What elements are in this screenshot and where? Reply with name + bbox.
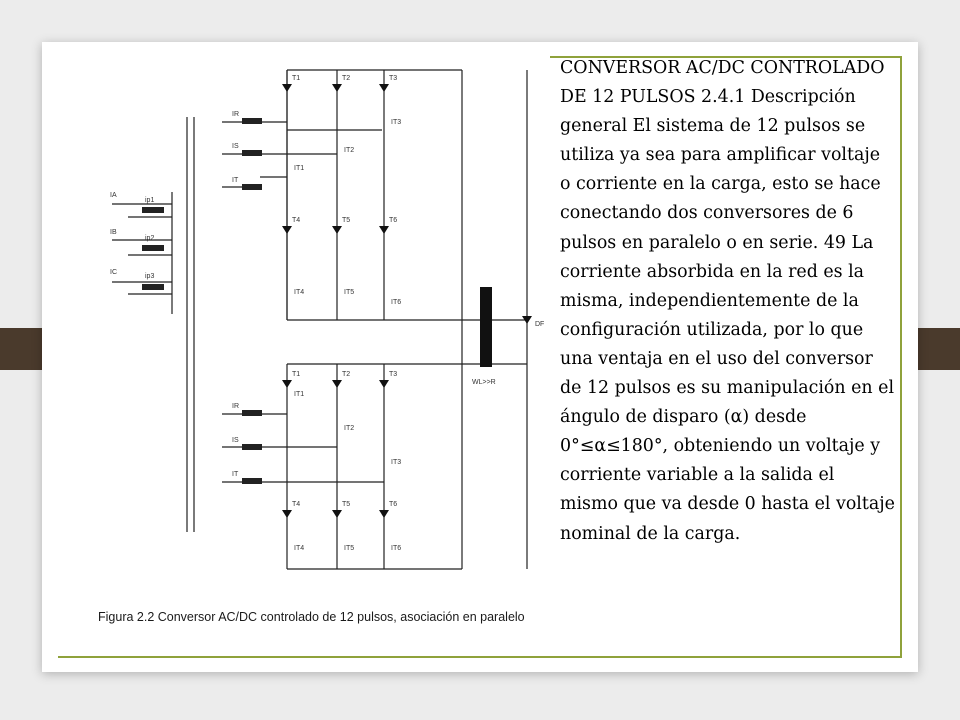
lower-current-it5: IT5: [344, 545, 355, 552]
lower-current-it6: IT6: [391, 545, 402, 552]
input-label-ic: IC: [110, 269, 117, 276]
lower-current-it1: IT1: [294, 391, 305, 398]
lower-secondary-ir: IR: [232, 403, 239, 410]
input-label-ia: IA: [110, 192, 117, 199]
lower-thyristor-t2: T2: [342, 371, 351, 378]
upper-thyristor-t5: T5: [342, 217, 351, 224]
circuit-diagram: [42, 42, 550, 656]
lower-current-it3: IT3: [391, 459, 402, 466]
figure-caption: Figura 2.2 Conversor AC/DC controlado de 12 pulsos, asociación en paralelo: [98, 610, 525, 624]
lower-thyristor-t3: T3: [389, 371, 398, 378]
upper-current-it1: IT1: [294, 165, 305, 172]
primary-label-ip2: ip2: [145, 235, 155, 242]
primary-label-ip1: ip1: [145, 197, 155, 204]
lower-thyristor-t5: T5: [342, 501, 351, 508]
upper-current-it3: IT3: [391, 119, 402, 126]
lower-thyristor-t1: T1: [292, 371, 301, 378]
diode-label: DF: [535, 321, 545, 328]
upper-current-it5: IT5: [344, 289, 355, 296]
upper-thyristor-t1: T1: [292, 75, 301, 82]
upper-thyristor-t3: T3: [389, 75, 398, 82]
lower-current-it2: IT2: [344, 425, 355, 432]
upper-thyristor-t6: T6: [389, 217, 398, 224]
upper-secondary-it: IT: [232, 177, 239, 184]
load-label: WL>>R: [472, 379, 496, 386]
lower-secondary-is: IS: [232, 437, 239, 444]
upper-current-it2: IT2: [344, 147, 355, 154]
circuit-figure: [42, 42, 550, 656]
lower-current-it4: IT4: [294, 545, 305, 552]
lower-thyristor-t4: T4: [292, 501, 301, 508]
input-label-ib: IB: [110, 229, 117, 236]
upper-thyristor-t2: T2: [342, 75, 351, 82]
upper-secondary-is: IS: [232, 143, 239, 150]
upper-thyristor-t4: T4: [292, 217, 301, 224]
primary-label-ip3: ip3: [145, 273, 155, 280]
lower-secondary-it: IT: [232, 471, 239, 478]
upper-current-it6: IT6: [391, 299, 402, 306]
lower-thyristor-t6: T6: [389, 501, 398, 508]
upper-current-it4: IT4: [294, 289, 305, 296]
description-text: CONVERSOR AC/DC CONTROLADO DE 12 PULSOS 2.4.1 Descripción general El sistema de 12 pulsos se utiliza ya sea para amplificar voltaje o corriente en la carga, esto se hace conectando dos conversores de 6 pulsos en paralelo o en serie. 49 La corriente absorbida en la red es la misma, independientemente de la configuración utilizada, por lo que una ventaja en el uso del conversor de 12 pulsos es su manipulación en el ángulo de disparo (α) desde 0°≤α≤180°, obteniendo un voltaje y corriente variable a la salida el mismo que va desde 0 hasta el voltaje nominal de la carga.: [560, 58, 895, 544]
upper-secondary-ir: IR: [232, 111, 239, 118]
